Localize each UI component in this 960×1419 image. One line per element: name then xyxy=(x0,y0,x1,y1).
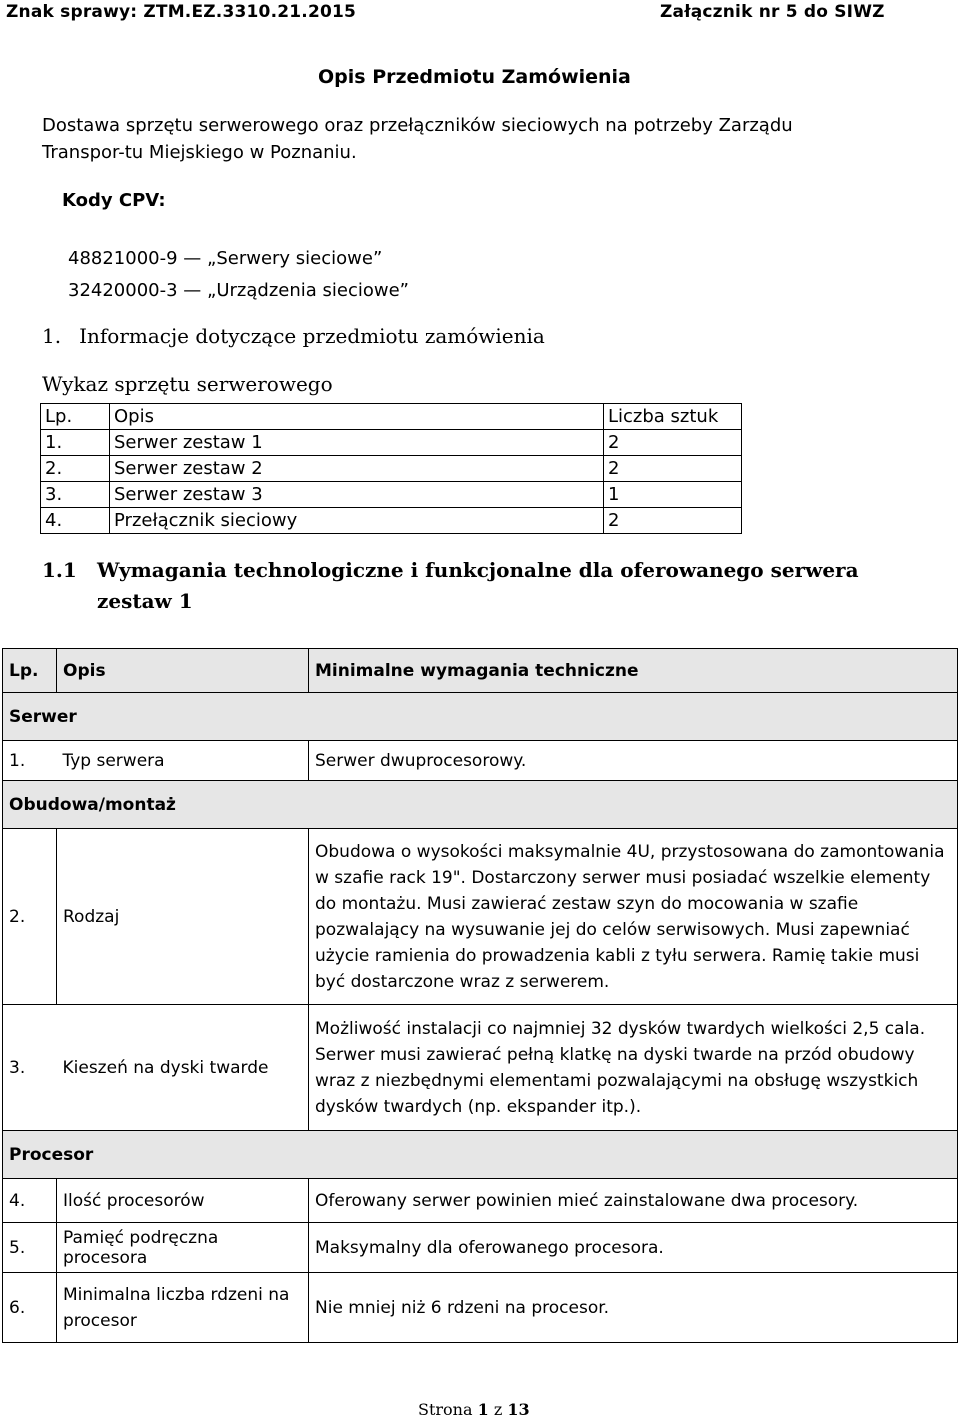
page-label: Strona xyxy=(418,1400,473,1419)
table-row xyxy=(41,430,742,456)
table-row xyxy=(3,829,958,1005)
empty-cell xyxy=(309,693,958,741)
table-row xyxy=(41,482,742,508)
section-number: 1. xyxy=(42,324,62,348)
table-cell: 2. xyxy=(3,829,57,1005)
table-cell: Obudowa o wysokości maksymalnie 4U, przystosowana do zamontowania w szafie rack 19". Dostarczony serwer musi posiadać wszelkie elementy do montażu. Musi zawierać zestaw szyn do mocowania w szafie pozwalający na wysuwanie jej do celów serwisowych. Musi zapewniać użycie ramienia do prowadzenia kabli z tyłu serwera. Ramię takie musi być dostarczone wraz z serwerem. xyxy=(309,829,958,1005)
table-cell: Nie mniej niż 6 rdzeni na procesor. xyxy=(309,1273,958,1343)
group-row xyxy=(3,1131,958,1179)
group-row xyxy=(3,781,958,829)
page-number xyxy=(418,1400,530,1419)
table-cell: Minimalna liczba rdzeni na procesor xyxy=(57,1273,309,1343)
table-header-row xyxy=(3,649,958,693)
table-cell: Możliwość instalacji co najmniej 32 dysków twardych wielkości 2,5 cala. Serwer musi zawierać pełną klatkę na dyski twarde na przód obudowy wraz z niezbędnymi elementami pozwalającymi na obsługę wszystkich dysków twardych (np. ekspander itp.). xyxy=(309,1005,958,1131)
table-cell: 2 xyxy=(604,430,742,456)
table-cell: 4. xyxy=(41,508,110,534)
header-cell: Liczba sztuk xyxy=(604,404,742,430)
header-cell: Lp. xyxy=(41,404,110,430)
document-title: Opis Przedmiotu Zamówienia xyxy=(318,66,631,88)
table-cell: Maksymalny dla oferowanego procesora. xyxy=(309,1223,958,1273)
header-cell: Opis xyxy=(110,404,604,430)
table-cell: 3. xyxy=(3,1005,57,1131)
table-cell: Pamięć podręczna procesora xyxy=(57,1223,309,1273)
table-cell: 4. xyxy=(3,1179,57,1223)
table-row xyxy=(3,1179,958,1223)
empty-cell xyxy=(309,781,958,829)
case-number: Znak sprawy: ZTM.EZ.3310.21.2015 xyxy=(6,2,357,22)
intro-paragraph: Dostawa sprzętu serwerowego oraz przełączników sieciowych na potrzeby Zarządu Transpor-tu Miejskiego w Poznaniu. xyxy=(42,115,793,163)
table-row xyxy=(3,741,958,781)
table-row xyxy=(41,456,742,482)
requirements-table xyxy=(2,648,958,1343)
table-cell: 3. xyxy=(41,482,110,508)
table-cell: 5. xyxy=(3,1223,57,1273)
table-cell: 1. xyxy=(3,741,57,781)
table-row xyxy=(3,1005,958,1131)
page-separator: z xyxy=(493,1400,503,1419)
group-label: Serwer xyxy=(3,693,309,741)
table-cell: 2 xyxy=(604,508,742,534)
table-cell: 2. xyxy=(41,456,110,482)
group-label: Procesor xyxy=(3,1131,309,1179)
equipment-table xyxy=(40,403,742,534)
table-cell: Serwer zestaw 3 xyxy=(110,482,604,508)
table-header-row xyxy=(41,404,742,430)
header-cell: Minimalne wymagania techniczne xyxy=(309,649,958,693)
section-title: Informacje dotyczące przedmiotu zamówienia xyxy=(79,324,545,348)
table-cell: Serwer zestaw 2 xyxy=(110,456,604,482)
table-cell: 1 xyxy=(604,482,742,508)
table-cell: Rodzaj xyxy=(57,829,309,1005)
subsection-heading xyxy=(42,555,922,617)
header-cell: Lp. xyxy=(3,649,57,693)
header-cell: Opis xyxy=(57,649,309,693)
total-pages: 13 xyxy=(507,1400,530,1419)
empty-cell xyxy=(309,1131,958,1179)
table-cell: Serwer zestaw 1 xyxy=(110,430,604,456)
current-page: 1 xyxy=(477,1400,489,1419)
table-cell: 2 xyxy=(604,456,742,482)
table-cell: Kieszeń na dyski twarde xyxy=(57,1005,309,1131)
table-row xyxy=(3,1273,958,1343)
table-row xyxy=(41,508,742,534)
cpv-code: 48821000-9 — „Serwery sieciowe” xyxy=(68,248,383,269)
table-cell: Typ serwera xyxy=(57,741,309,781)
subsection-number: 1.1 xyxy=(42,558,77,582)
table-cell: Oferowany serwer powinien mieć zainstalowane dwa procesory. xyxy=(309,1179,958,1223)
subsection-title: Wymagania technologiczne i funkcjonalne dla oferowanego serwera zestaw 1 xyxy=(97,558,859,613)
table-row xyxy=(3,1223,958,1273)
cpv-code: 32420000-3 — „Urządzenia sieciowe” xyxy=(68,280,409,301)
table-cell: 6. xyxy=(3,1273,57,1343)
section-heading xyxy=(42,324,545,348)
attachment-label: Załącznik nr 5 do SIWZ xyxy=(660,2,885,22)
table-cell: Ilość procesorów xyxy=(57,1179,309,1223)
table-cell: Serwer dwuprocesorowy. xyxy=(309,741,958,781)
equipment-list-heading: Wykaz sprzętu serwerowego xyxy=(42,372,333,396)
group-label: Obudowa/montaż xyxy=(3,781,309,829)
table-cell: 1. xyxy=(41,430,110,456)
cpv-heading: Kody CPV: xyxy=(62,190,166,211)
table-cell: Przełącznik sieciowy xyxy=(110,508,604,534)
group-row xyxy=(3,693,958,741)
